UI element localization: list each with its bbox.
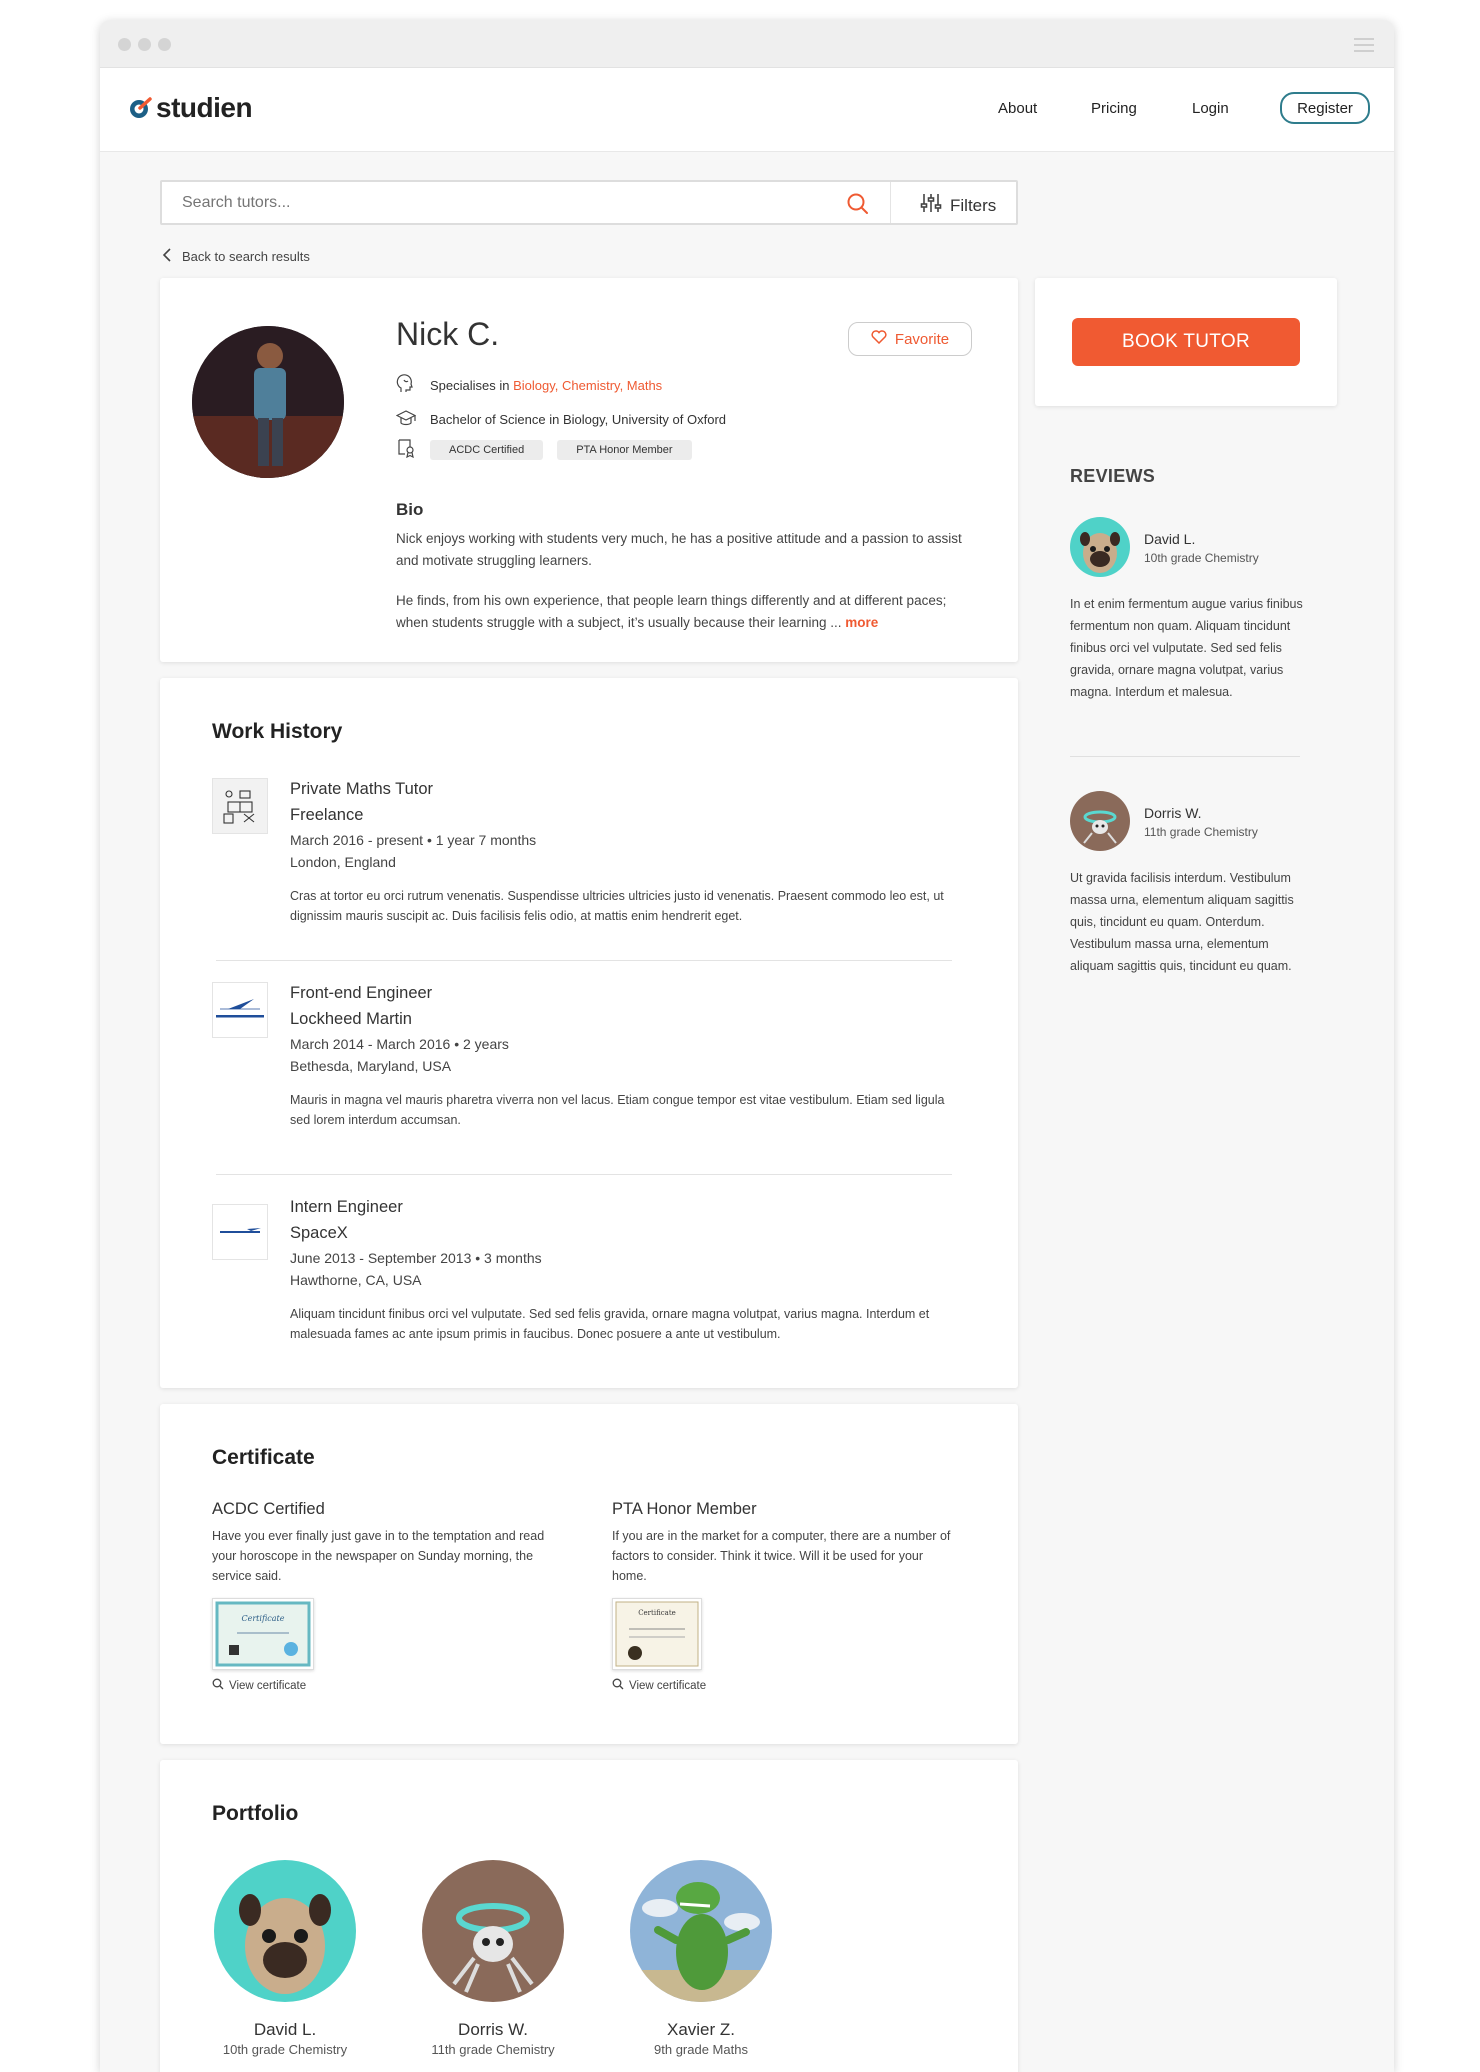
job-divider <box>216 960 952 961</box>
portfolio-subtitle: 11th grade Chemistry <box>431 2042 555 2057</box>
magnifier-icon <box>212 1678 224 1693</box>
magnifier-icon <box>612 1678 624 1693</box>
window-close-dot[interactable] <box>118 38 131 51</box>
certifications-row <box>396 438 692 461</box>
subjects-list: Biology, Chemistry, Maths <box>513 378 663 393</box>
heart-icon <box>871 330 887 348</box>
tag-pta: PTA Honor Member <box>557 440 691 460</box>
review-item <box>1070 517 1310 727</box>
job-location: Hawthorne, CA, USA <box>290 1272 422 1288</box>
job-description: Cras at tortor eu orci rutrum venenatis. Suspendisse ultricies ultricies justo id venenatis. Praesent commodo leo est, ut dignissim mauris suscipit ac. Duis facilisis felis odio, at mattis enim hendrerit eget. <box>290 889 944 923</box>
certificate-card <box>160 1404 1018 1744</box>
chevron-left-icon <box>162 248 172 265</box>
job-company: Lockheed Martin <box>290 1010 412 1028</box>
reviews-heading: REVIEWS <box>1070 466 1156 486</box>
reviewer-avatar <box>1070 517 1130 577</box>
back-to-results-link[interactable] <box>162 248 310 265</box>
review-text: Ut gravida facilisis interdum. Vestibulum massa urna, elementum aliquam sagittis quis, tincidunt eu quam. Onterdum. Vestibulum massa urna, elementum aliquam sagittis quis, tincidunt eu quam. <box>1070 871 1294 973</box>
portfolio-subtitle: 10th grade Chemistry <box>222 2042 348 2057</box>
certificate-description: Have you ever finally just gave in to the temptation and read your horoscope in the newspaper on Sunday morning, the service said. <box>212 1529 545 1583</box>
more-link[interactable]: more <box>845 615 879 630</box>
reviewer-avatar <box>1070 791 1130 851</box>
graduation-cap-icon <box>396 408 416 431</box>
job-duration: • 2 years <box>454 1036 509 1052</box>
back-label: Back to search results <box>182 249 310 264</box>
degree-row <box>396 408 726 431</box>
book-tutor-button[interactable]: BOOK TUTOR <box>1072 318 1300 366</box>
work-history-heading: Work History <box>212 720 343 743</box>
lockheed-martin-logo-icon <box>212 982 268 1038</box>
top-navigation <box>100 68 1394 152</box>
window-chrome <box>100 20 1394 68</box>
portfolio-item[interactable] <box>210 1860 360 2057</box>
certificate-badge-icon <box>396 438 416 461</box>
job-item <box>212 982 952 1132</box>
portfolio-image <box>422 1860 564 2002</box>
reviewer-name: David L. <box>1144 531 1196 547</box>
favorite-button[interactable] <box>848 322 972 356</box>
portfolio-item[interactable] <box>418 1860 568 2057</box>
job-item <box>212 1196 952 1346</box>
review-divider <box>1070 756 1300 757</box>
job-title: Private Maths Tutor <box>290 780 434 798</box>
bio-paragraph-2: He finds, from his own experience, that people learn things differently and at different paces; when students struggle with a subject, it’s usually because their learning ... more <box>396 593 947 630</box>
portfolio-name: Dorris W. <box>458 2020 528 2039</box>
search-icon[interactable] <box>846 192 870 221</box>
bio-heading: Bio <box>396 500 424 519</box>
window-minimize-dot[interactable] <box>138 38 151 51</box>
freelance-logo-icon <box>212 778 268 834</box>
work-history-card <box>160 678 1018 1388</box>
filters-label: Filters <box>950 195 997 215</box>
window-maximize-dot[interactable] <box>158 38 171 51</box>
favorite-label: Favorite <box>894 330 950 348</box>
portfolio-item[interactable] <box>626 1860 776 2057</box>
portfolio-image <box>214 1860 356 2002</box>
nav-about-link[interactable]: About <box>998 100 1038 117</box>
svg-text:Certificate: Certificate <box>638 1609 676 1617</box>
filter-separator <box>890 182 891 223</box>
tutor-name: Nick C. <box>396 316 500 352</box>
sliders-icon <box>920 192 942 219</box>
job-title: Front-end Engineer <box>290 984 433 1002</box>
tag-acdc: ACDC Certified <box>430 440 543 460</box>
job-duration: • 3 months <box>475 1250 542 1266</box>
logo-text: studien <box>156 92 253 123</box>
specialises-row <box>396 374 662 397</box>
job-company: Freelance <box>290 806 364 824</box>
view-certificate-link[interactable]: View certificate <box>612 1678 706 1693</box>
job-description: Aliquam tincidunt finibus orci vel vulputate. Sed sed felis gravida, ornare magna volutpat, varius magna. Interdum et malesuada fames ac ante ipsum primis in faucibus. Donec posuere a ante ut vestibulum. <box>290 1307 930 1341</box>
logo-mark-icon <box>128 96 152 120</box>
job-item <box>212 778 952 928</box>
brain-icon <box>396 374 416 397</box>
job-description: Mauris in magna vel mauris pharetra viverra non vel lacus. Etiam congue tempor est vitae vestibulum. Etiam sed ligula sed lorem interdum accumsan. <box>290 1093 945 1127</box>
certificate-thumbnail[interactable] <box>212 1598 314 1670</box>
register-button[interactable]: Register <box>1280 92 1370 124</box>
portfolio-card <box>160 1760 1018 2072</box>
svg-text:Certificate: Certificate <box>241 1614 285 1623</box>
job-title: Intern Engineer <box>290 1198 403 1216</box>
search-bar <box>160 180 1018 225</box>
job-dates: March 2014 - March 2016 • 2 years <box>290 1036 509 1052</box>
portfolio-name: David L. <box>253 2020 317 2039</box>
nav-login-link[interactable]: Login <box>1192 100 1229 117</box>
job-divider <box>216 1174 952 1175</box>
review-item <box>1070 791 1310 1001</box>
view-certificate-link[interactable]: View certificate <box>212 1678 306 1693</box>
bio-paragraph-1: Nick enjoys working with students very much, he has a positive attitude and a passion to assist and motivate struggling learners. <box>396 531 962 568</box>
browser-window <box>100 20 1394 2072</box>
reviewer-subtitle: 11th grade Chemistry <box>1144 825 1258 839</box>
certificate-title: ACDC Certified <box>212 1500 325 1518</box>
review-text: In et enim fermentum augue varius finibus fermentum non quam. Aliquam tincidunt finibus orci vel vulputate. Sed sed felis gravida, ornare magna volutpat, varius magna. Interdum et malesua. <box>1070 597 1303 699</box>
portfolio-name: Xavier Z. <box>666 2020 736 2039</box>
certificate-description: If you are in the market for a computer, there are a number of factors to consider. Think it twice. Will it be used for your home. <box>612 1529 951 1583</box>
profile-card <box>160 278 1018 662</box>
portfolio-heading: Portfolio <box>212 1802 299 1825</box>
portfolio-image <box>630 1860 772 2002</box>
job-dates: March 2016 - present • 1 year 7 months <box>290 832 537 848</box>
tutor-avatar <box>192 326 344 478</box>
reviewer-subtitle: 10th grade Chemistry <box>1144 551 1259 565</box>
job-location: London, England <box>290 854 396 870</box>
spacex-logo-icon <box>212 1204 268 1260</box>
job-location: Bethesda, Maryland, USA <box>290 1058 452 1074</box>
specialises-prefix: Specialises in <box>430 378 510 393</box>
studien-logo[interactable] <box>128 92 252 124</box>
nav-pricing-link[interactable]: Pricing <box>1091 100 1137 117</box>
job-dates: June 2013 - September 2013 • 3 months <box>290 1250 542 1266</box>
job-duration: • 1 year 7 months <box>426 832 537 848</box>
job-company: SpaceX <box>290 1224 348 1242</box>
certificate-title: PTA Honor Member <box>612 1500 757 1518</box>
search-input[interactable] <box>182 194 782 212</box>
portfolio-subtitle: 9th grade Maths <box>654 2042 748 2057</box>
degree-text: Bachelor of Science in Biology, University of Oxford <box>430 412 727 427</box>
reviewer-name: Dorris W. <box>1144 805 1202 821</box>
certificate-thumbnail[interactable] <box>612 1598 702 1670</box>
filters-button[interactable] <box>920 192 996 219</box>
book-card <box>1035 278 1337 406</box>
hamburger-menu-icon[interactable] <box>1354 38 1374 52</box>
certificate-heading: Certificate <box>212 1446 315 1469</box>
